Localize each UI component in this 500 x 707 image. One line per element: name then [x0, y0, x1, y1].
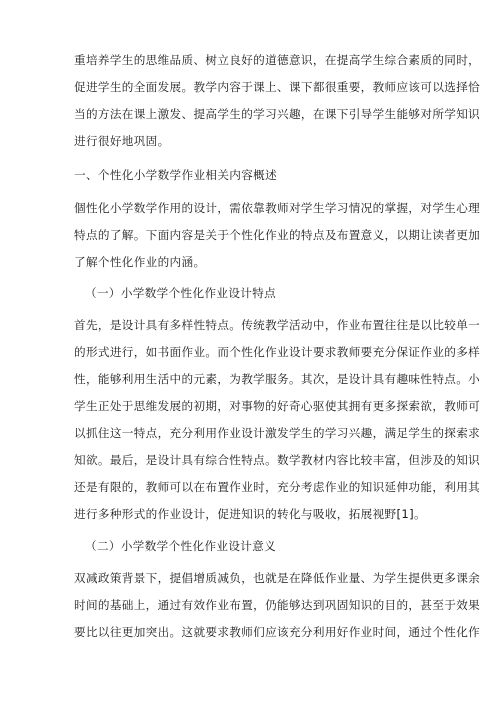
text-line: 的形式进行，如书面作业。而个性化作业设计要求教师要充分保证作业的多样 [74, 345, 481, 359]
text-line: 了解个性化作业的内涵。 [74, 255, 206, 269]
text-line: 促进学生的全面发展。教学内容于课上、课下都很重要，教师应该可以选择恰 [74, 80, 481, 94]
text-line: 知欲。最后，是设计具有综合性特点。数学教材内容比较丰富，但涉及的知识 [74, 453, 481, 467]
text-line: 首先，是设计具有多样性特点。传统教学活动中，作业布置往往是以比较单一 [74, 318, 481, 332]
text-line: 学生正处于思维发展的初期，对事物的好奇心驱使其拥有更多探索欲，教师可 [74, 399, 481, 413]
text-line: 個性化小学数学作用的设计，需依靠教师对学生学习情况的掌握，对学生心理 [74, 201, 481, 215]
text-line: 双减政策背景下，提倡增质减负，也就是在降低作业量、为学生提供更多课余 [74, 571, 481, 585]
text-line: 进行多种形式的作业设计，促进知识的转化与吸收，拓展视野[1]。 [74, 507, 426, 521]
text-line: 进行很好地巩固。 [74, 134, 170, 148]
subsection-heading: （一）小学数学个性化作业设计特点 [85, 286, 277, 300]
text-line: 重培养学生的思维品质、树立良好的道德意识，在提高学生综合素质的同时， [74, 53, 481, 67]
subsection-heading: （二）小学数学个性化作业设计意义 [85, 539, 277, 553]
text-line: 以抓住这一特点，充分利用作业设计激发学生的学习兴趣，满足学生的探索求 [74, 426, 481, 440]
text-line: 特点的了解。下面内容是关于个性化作业的特点及布置意义，以期让读者更加 [74, 228, 481, 242]
section-heading: 一、个性化小学数学作业相关内容概述 [74, 168, 278, 182]
text-line: 时间的基础上，通过有效作业布置，仍能够达到巩固知识的目的，甚至于效果 [74, 598, 481, 612]
text-line: 性，能够利用生活中的元素，为教学服务。其次，是设计具有趣味性特点。小 [74, 372, 481, 386]
text-line: 还是有限的，教师可以在布置作业时，充分考虑作业的知识延伸功能，利用其 [74, 480, 481, 494]
text-line: 当的方法在课上激发、提高学生的学习兴趣，在课下引导学生能够对所学知识 [74, 107, 481, 121]
text-line: 要比以往更加突出。这就要求教师们应该充分利用好作业时间，通过个性化作 [74, 625, 481, 639]
